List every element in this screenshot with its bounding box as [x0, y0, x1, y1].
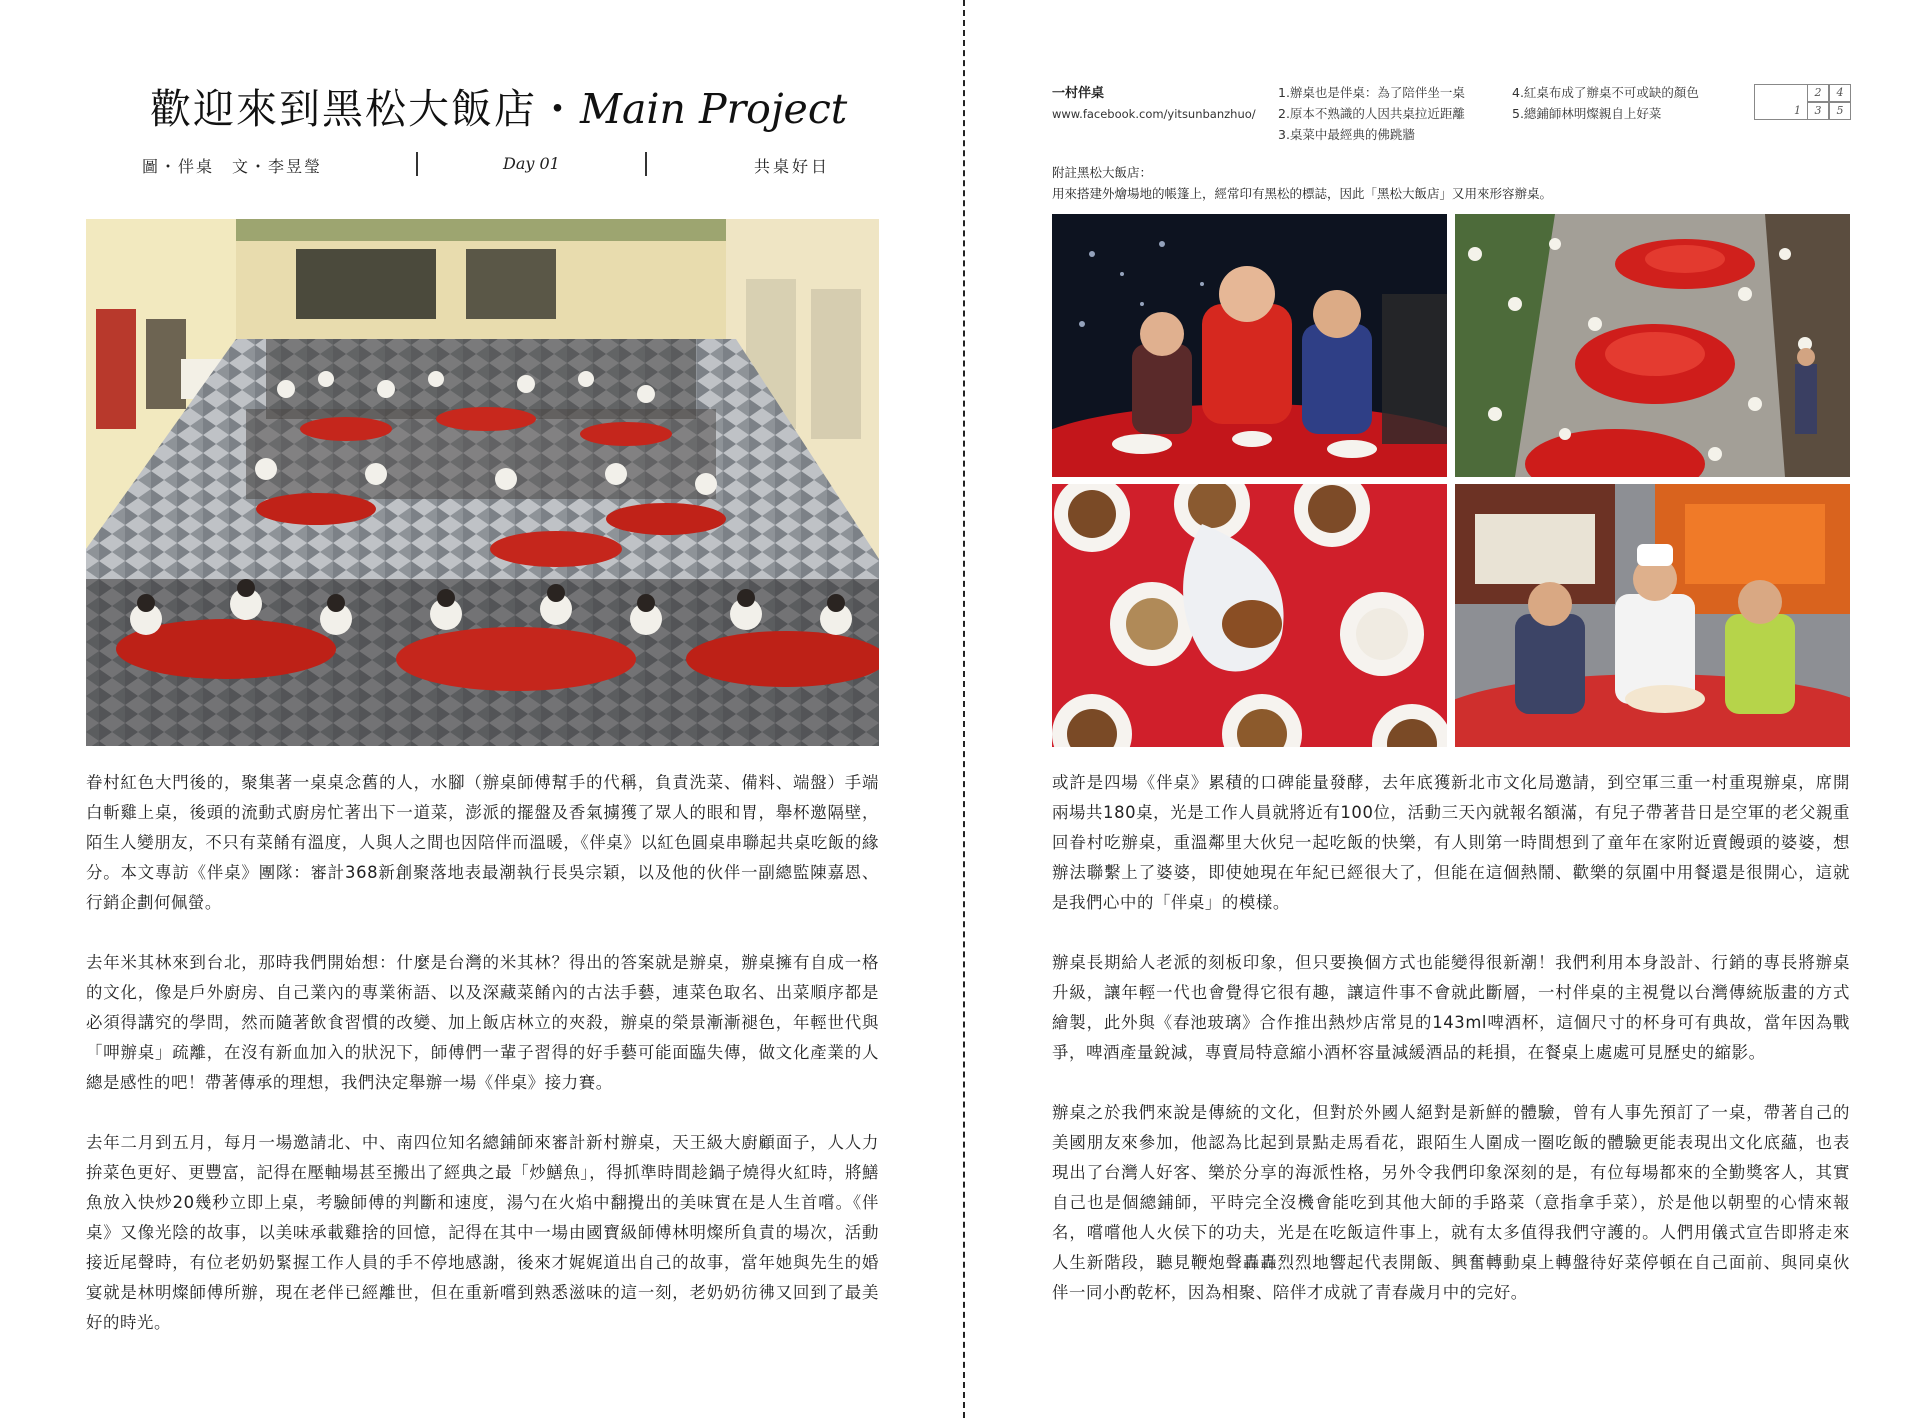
paragraph: 辦桌之於我們來說是傳統的文化，但對於外國人絕對是新鮮的體驗，曾有人事先預訂了一桌，帶著自己的美國朋友來參加，他認為比起到景點走馬看花，跟陌生人圍成一圈吃飯的體驗更能表現出文化底蘊，也表現出了台灣人好客、樂於分享的海派性格，另外令我們印象深刻的是，有位每場都來的全勤獎客人，其實自己也是個總鋪師，平時完全沒機會能吃到其他大師的手路菜（意指拿手菜），於是他以朝聖的心情來報名，嚐嚐他人火侯下的功夫，光是在吃飯這件事上，就有太多值得我們守護的。人們用儀式宣告即將走來人生新階段，聽見鞭炮聲轟轟烈烈地響起代表開飯、興奮轉動桌上轉盤待好菜停頓在自己面前、與同桌伙伴一同小酌乾杯，因為相聚、陪伴才成就了青春歲月中的完好。	[1052, 1103, 1850, 1302]
right-article-body	[1052, 768, 1850, 1338]
title-english: Main Project	[580, 85, 848, 133]
byline	[86, 152, 876, 178]
caption-item: 1.辦桌也是伴桌：為了陪伴坐一桌	[1278, 85, 1465, 100]
page-fold-dashed-line	[963, 0, 965, 1418]
layout-key-cell: 2	[1807, 84, 1829, 102]
layout-key-cell: 4	[1829, 84, 1851, 102]
left-article-body	[86, 768, 879, 1368]
layout-key-cell: 3	[1807, 102, 1829, 120]
caption-item: 2.原本不熟識的人因共桌拉近距離	[1278, 106, 1465, 121]
caption-item: 5.總鋪師林明燦親自上好菜	[1512, 106, 1662, 121]
photo-red-tables-lanterns	[1455, 214, 1850, 477]
byline-tag: 共桌好日	[754, 157, 831, 176]
brand-block	[1052, 84, 1256, 124]
photo-buddha-jumps-over-wall	[1052, 484, 1447, 747]
layout-key-main	[1754, 84, 1808, 120]
footnote	[1052, 162, 1552, 204]
paragraph: 眷村紅色大門後的，聚集著一桌桌念舊的人，水腳（辦桌師傅幫手的代稱，負責洗菜、備料、端盤）手端白斬雞上桌，後頭的流動式廚房忙著出下一道菜，澎派的擺盤及香氣擄獲了眾人的眼和胃，舉杯邀隔壁，陌生人變朋友，不只有菜餚有溫度，人與人之間也因陪伴而溫暖，《伴桌》以紅色圓桌串聯起共桌吃飯的緣分。本文專訪《伴桌》團隊：審計368新創聚落地表最潮執行長吳宗穎，以及他的伙伴一副總監陳嘉恩、行銷企劃何佩螢。	[86, 773, 879, 912]
layout-key-label: 1	[1794, 104, 1801, 117]
caption-item: 3.桌菜中最經典的佛跳牆	[1278, 127, 1415, 142]
brand-name: 一村伴桌	[1052, 86, 1105, 101]
title-chinese: 歡迎來到黑松大飯店・	[150, 85, 580, 133]
photo-captions-col-2	[1512, 82, 1699, 124]
layout-key-cell: 5	[1829, 102, 1851, 120]
paragraph: 或許是四場《伴桌》累積的口碑能量發酵，去年底獲新北市文化局邀請，到空軍三重一村重現辦桌，席開兩場共180桌，光是工作人員就將近有100位，活動三天內就報名額滿，有兒子帶著昔日是空軍的老父親重回眷村吃辦桌，重溫鄰里大伙兒一起吃飯的快樂，有人則第一時間想到了童年在家附近賣饅頭的婆婆，想辦法聯繫上了婆婆，即使她現在年紀已經很大了，但能在這個熱鬧、歡樂的氛圍中用餐還是很開心，這就是我們心中的「伴桌」的模樣。	[1052, 773, 1850, 912]
paragraph: 去年米其林來到台北，那時我們開始想：什麼是台灣的米其林？得出的答案就是辦桌，辦桌擁有自成一格的文化，像是戶外廚房、自己業內的專業術語、以及深藏菜餚內的古法手藝，連菜色取名、出菜順序都是必須得講究的學問，然而隨著飲食習慣的改變、加上飯店林立的夾殺，辦桌的榮景漸漸褪色，年輕世代與「呷辦桌」疏離，在沒有新血加入的狀況下，師傅們一輩子習得的好手藝可能面臨失傳，做文化產業的人總是感性的吧！帶著傳承的理想，我們決定舉辦一場《伴桌》接力賽。	[86, 953, 879, 1092]
footnote-title: 附註黑松大飯店：	[1052, 165, 1153, 180]
photo-captions-col-1	[1278, 82, 1465, 145]
article-title	[150, 76, 850, 135]
byline-divider	[416, 152, 418, 176]
right-page	[966, 0, 1928, 1418]
photo-guests-toasting	[1052, 214, 1447, 477]
paragraph: 辦桌長期給人老派的刻板印象，但只要換個方式也能變得很新潮！我們利用本身設計、行銷的專長將辦桌升級，讓年輕一代也會覺得它很有趣，讓這件事不會就此斷層，一村伴桌的主視覺以台灣傳統版畫的方式繪製，此外與《春池玻璃》合作推出熱炒店常見的143ml啤酒杯，這個尺寸的杯身可有典故，當年因為戰爭，啤酒產量銳減，專賣局特意縮小酒杯容量減緩酒品的耗損，在餐桌上處處可見歷史的縮影。	[1052, 953, 1850, 1062]
banquet-courtyard-photo	[86, 219, 879, 746]
byline-credit: 圖・伴桌 文・李昱瑩	[142, 157, 323, 176]
photo-chef-serving-dish	[1455, 484, 1850, 747]
photo-layout-key	[1754, 84, 1850, 120]
byline-day: Day 01	[503, 154, 560, 173]
left-page	[0, 0, 962, 1418]
footnote-text: 用來搭建外燴場地的帳篷上，經常印有黑松的標誌，因此「黑松大飯店」又用來形容辦桌。	[1052, 186, 1553, 201]
brand-url: www.facebook.com/yitsunbanzhuo/	[1052, 107, 1256, 121]
paragraph: 去年二月到五月，每月一場邀請北、中、南四位知名總鋪師來審計新村辦桌，天王級大廚顧面子，人人力拚菜色更好、更豐富，記得在壓軸場甚至搬出了經典之最「炒鱔魚」，得抓準時間趁鍋子燒得火紅時，將鱔魚放入快炒20幾秒立即上桌，考驗師傅的判斷和速度，湯勺在火焰中翻攪出的美味實在是人生首嚐。《伴桌》又像光陰的故事，以美味承載雞捨的回憶，記得在其中一場由國寶級師傅林明燦所負責的場次，活動接近尾聲時，有位老奶奶緊握工作人員的手不停地感謝，後來才娓娓道出自己的故事，當年她與先生的婚宴就是林明燦師傅所辦，現在老伴已經離世，但在重新嚐到熟悉滋味的這一刻，老奶奶彷彿又回到了最美好的時光。	[86, 1133, 879, 1332]
byline-divider	[645, 152, 647, 176]
caption-item: 4.紅桌布成了辦桌不可或缺的顏色	[1512, 85, 1699, 100]
